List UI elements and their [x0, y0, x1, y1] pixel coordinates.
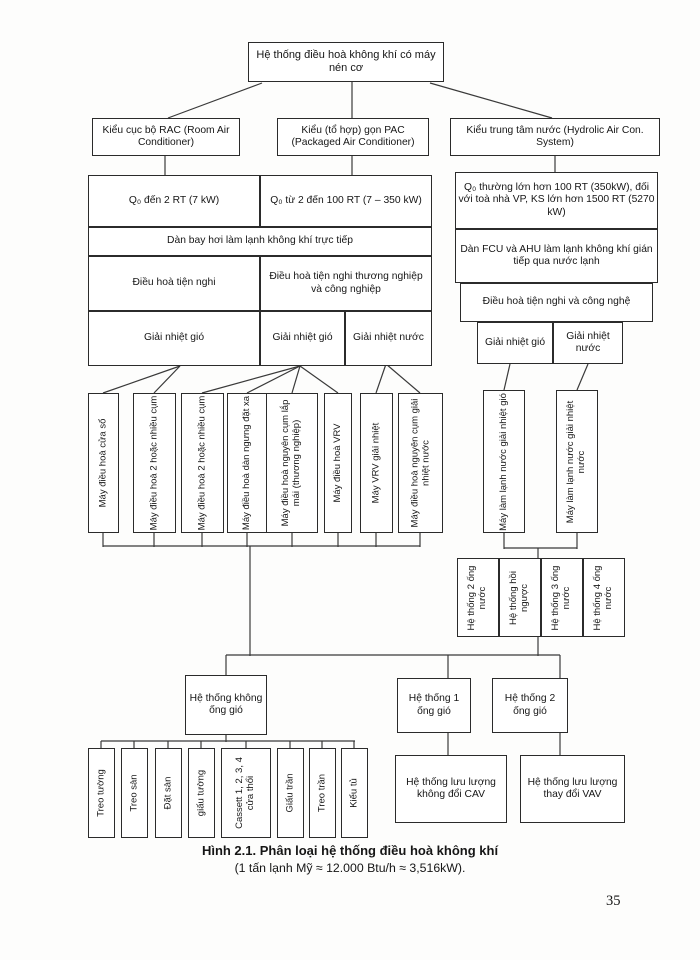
figure-caption-note: (1 tấn lạnh Mỹ ≈ 12.000 Btu/h ≈ 3,516kW).: [234, 861, 466, 875]
water-system-4-pipe: [583, 558, 625, 637]
machine-vrv: [324, 393, 352, 533]
machine-vrv-label: Máy điều hoà VRV: [331, 423, 343, 503]
machine-window-ac-label: Máy điều hoà cửa sổ: [97, 418, 109, 508]
machine-remote-condenser: [227, 393, 267, 533]
indoor-ceiling-suspended: [309, 748, 336, 838]
duct-system-single: Hệ thống 1 ống gió: [397, 678, 471, 733]
indoor-wall-mounted-label: Treo tường: [95, 769, 107, 817]
machine-multi-split-2: [181, 393, 224, 533]
machine-rooftop-package: [266, 393, 318, 533]
machine-vrv-water-cooled: [360, 393, 393, 533]
node-q-rac: Q₀ đến 2 RT (7 kW): [88, 175, 260, 227]
node-rac: Kiểu cục bộ RAC (Room Air Conditioner): [92, 118, 240, 156]
node-comfort-commercial: Điều hoà tiện nghi thương nghiệp và công nghiệp: [260, 256, 432, 311]
node-fcu-ahu: Dàn FCU và AHU làm lạnh không khí gián tiếp qua nước lạnh: [455, 229, 658, 283]
indoor-ceiling-concealed: [277, 748, 304, 838]
water-system-reverse-return: [499, 558, 541, 637]
indoor-cabinet: [341, 748, 368, 838]
indoor-floor-standing-label: Đặt sàn: [162, 776, 174, 810]
indoor-wall-concealed: [188, 748, 215, 838]
figure-caption-title: Hình 2.1. Phân loại hệ thống điều hoà không khí: [201, 843, 499, 858]
indoor-ceiling-suspended-label: Treo trần: [316, 773, 328, 813]
node-air-cooled-left: Giải nhiệt gió: [88, 311, 260, 366]
machine-multi-split-1: [133, 393, 176, 533]
indoor-floor-suspended: [121, 748, 148, 838]
indoor-wall-concealed-label: giấu tường: [195, 769, 207, 817]
machine-multi-split-2-label: Máy điều hoà 2 hoặc nhiều cụm: [196, 395, 208, 531]
water-system-2-pipe-label: Hệ thống 2 ống nước: [466, 565, 488, 630]
machine-vrv-water-cooled-label: Máy VRV giải nhiệt: [370, 422, 382, 504]
node-comfort-tech: Điều hoà tiện nghi và công nghệ: [460, 283, 653, 322]
machine-package-water-cooled-label: Máy điều hoà nguyên cụm giải nhiệt nước: [408, 398, 431, 528]
indoor-cassette: [221, 748, 271, 838]
chiller-water-cooled-label: Máy làm lạnh nước giải nhiệt nước: [565, 400, 587, 523]
node-central-water-cooled: Giải nhiệt nước: [553, 322, 623, 364]
water-system-reverse-return-label: Hệ thống hồi ngược: [508, 570, 530, 625]
indoor-cabinet-label: Kiểu tủ: [348, 778, 360, 808]
flow-system-cav: Hệ thống lưu lượng không đổi CAV: [395, 755, 507, 823]
water-system-3-pipe: [541, 558, 583, 637]
node-q-central: Q₀ thường lớn hơn 100 RT (350kW), đối với toà nhà VP, KS lớn hơn 1500 RT (5270 kW): [455, 172, 658, 229]
duct-system-none: Hệ thống không ống gió: [185, 675, 267, 735]
node-direct-evaporator: Dàn bay hơi làm lạnh không khí trực tiếp: [88, 227, 432, 256]
flow-system-vav: Hệ thống lưu lượng thay đổi VAV: [520, 755, 625, 823]
machine-package-water-cooled: [398, 393, 443, 533]
machine-multi-split-1-label: Máy điều hoà 2 hoặc nhiều cụm: [148, 395, 160, 531]
node-central-water: Kiểu trung tâm nước (Hydrolic Air Con. System): [450, 118, 660, 156]
node-q-pac: Q₀ từ 2 đến 100 RT (7 – 350 kW): [260, 175, 432, 227]
chiller-water-cooled: [556, 390, 598, 533]
node-central-air-cooled: Giải nhiệt gió: [477, 322, 553, 364]
node-comfort: Điều hoà tiện nghi: [88, 256, 260, 311]
indoor-floor-standing: [155, 748, 182, 838]
node-water-cooled-mid: Giải nhiệt nước: [345, 311, 432, 366]
indoor-ceiling-concealed-label: Giấu trần: [284, 773, 296, 813]
duct-system-double: Hệ thống 2 ống gió: [492, 678, 568, 733]
machine-window-ac: [88, 393, 119, 533]
node-air-cooled-mid: Giải nhiệt gió: [260, 311, 345, 366]
water-system-3-pipe-label: Hệ thống 3 ống nước: [550, 565, 572, 630]
indoor-floor-suspended-label: Treo sàn: [128, 774, 140, 812]
chiller-air-cooled: [483, 390, 525, 533]
node-pac: Kiểu (tổ hợp) gọn PAC (Packaged Air Conditioner): [277, 118, 429, 156]
indoor-cassette-label: Cassett 1, 2, 3, 4 cửa thổi: [234, 757, 256, 829]
page-number: 35: [606, 893, 621, 909]
indoor-wall-mounted: [88, 748, 115, 838]
chiller-air-cooled-label: Máy làm lạnh nước giải nhiệt gió: [497, 392, 509, 531]
node-root: Hệ thống điều hoà không khí có máy nén cơ: [248, 42, 444, 82]
machine-rooftop-package-label: Máy điều hoà nguyên cụm lắp mái (thương nghiệp): [280, 399, 302, 527]
machine-remote-condenser-label: Máy điều hoà dàn ngưng đặt xa: [240, 395, 252, 531]
water-system-4-pipe-label: Hệ thống 4 ống nước: [592, 565, 614, 630]
water-system-2-pipe: [457, 558, 499, 637]
